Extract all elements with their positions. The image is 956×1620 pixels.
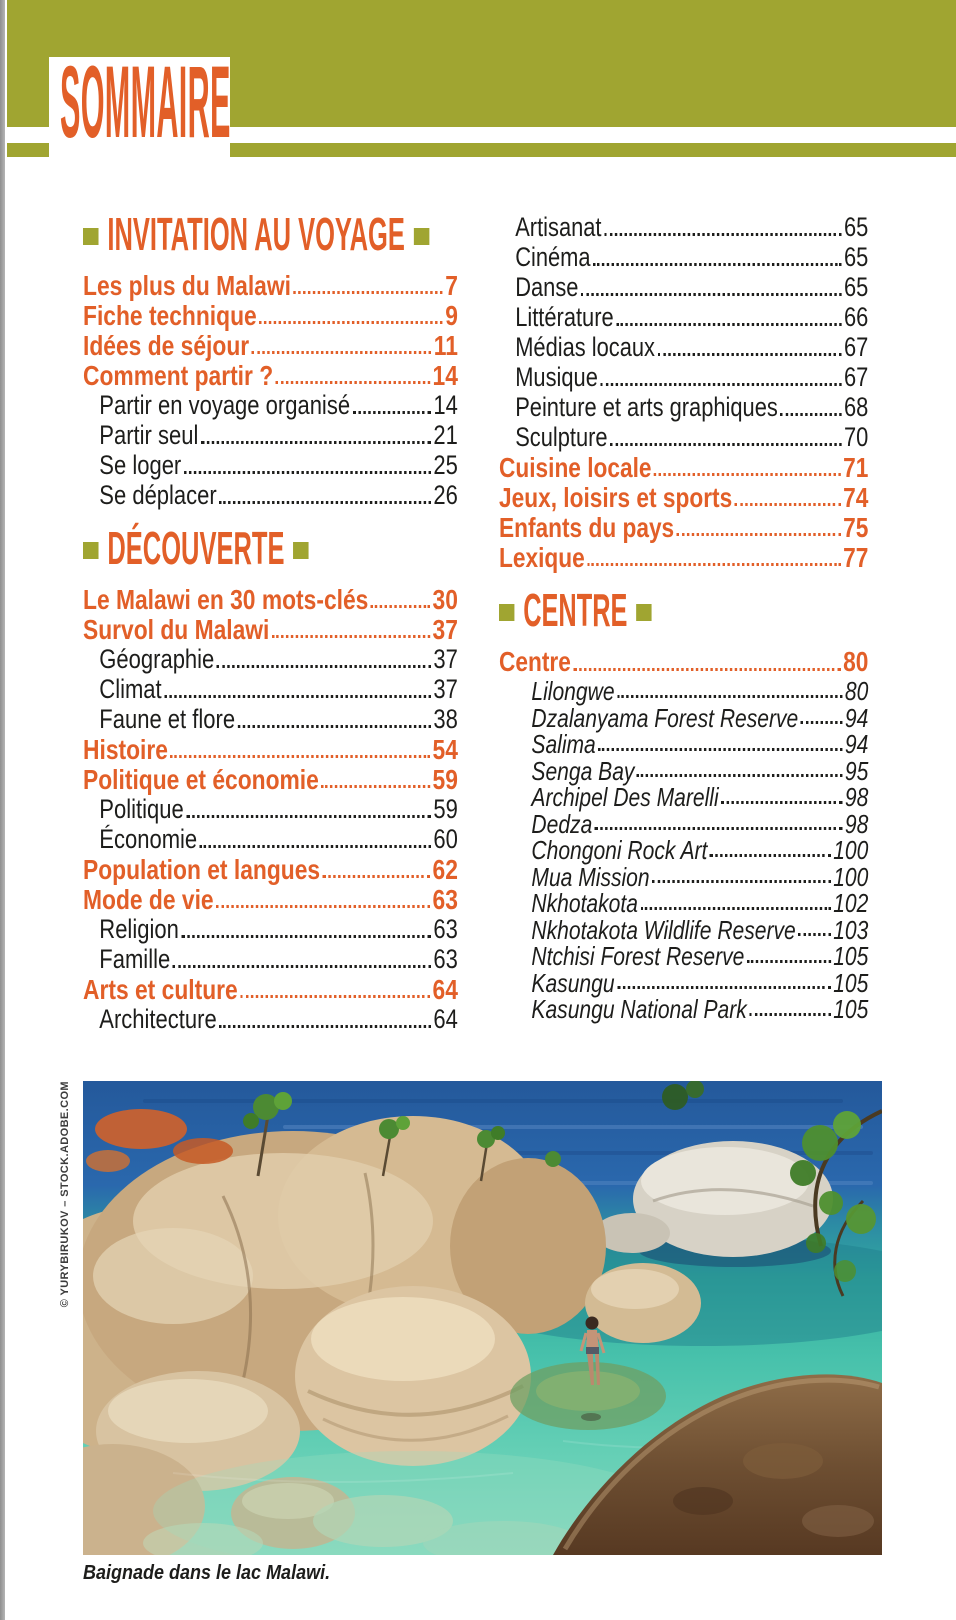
toc-entry[interactable] [83,450,458,480]
toc-entry[interactable] [83,614,458,644]
toc-entry[interactable] [499,242,868,272]
entry-page-number: 67 [844,362,869,392]
photo-credit: © YURYBIRUKOV – STOCK.ADOBE.COM [59,1081,71,1308]
toc-entry[interactable] [499,422,868,452]
entry-label: Idées de séjour [83,330,250,361]
toc-entry[interactable] [83,734,458,764]
entry-page-number: 62 [432,854,458,885]
olive-square-icon [414,228,430,245]
entry-label: Mode de vie [83,884,214,915]
entry-page-number: 65 [844,272,869,302]
olive-square-icon [83,228,99,245]
entry-label: Géographie [99,644,215,674]
dot-leader [217,665,431,668]
entry-label: Architecture [99,1004,217,1034]
lake-malawi-photo-art [83,1081,882,1555]
entry-page-number: 103 [833,914,869,945]
entry-page-number: 68 [844,392,869,422]
entry-page-number: 14 [432,360,458,391]
olive-square-icon [499,604,514,621]
toc-entry[interactable] [83,674,458,704]
entry-page-number: 64 [432,974,458,1005]
page-title: SOMMAIRE [60,45,231,159]
entry-label: Famille [99,944,171,974]
toc-left-column [83,208,458,1034]
entry-label: Politique et économie [83,764,319,795]
entry-label: Artisanat [515,212,602,242]
toc-entry[interactable] [83,824,458,854]
entry-label: Enfants du pays [499,512,675,543]
toc-entry[interactable] [83,764,458,794]
dot-leader [616,323,841,326]
dot-leader [276,381,430,384]
dot-leader [164,695,431,698]
entry-page-number: 63 [432,884,458,915]
dot-leader [581,293,842,296]
entry-page-number: 67 [844,332,869,362]
entry-page-number: 71 [843,452,869,483]
dot-leader [637,774,843,777]
photo-caption: Baignade dans le lac Malawi. [83,1562,331,1584]
toc-entry[interactable] [499,212,868,242]
dot-leader [617,986,831,989]
entry-label: Centre [499,646,571,677]
entry-page-number: 25 [433,450,458,480]
toc-entry[interactable] [499,482,868,512]
dot-leader [293,291,442,294]
entry-label: Se loger [99,450,182,480]
entry-label: Musique [515,362,598,392]
entry-label: Politique [99,794,184,824]
entry-label: Faune et flore [99,704,236,734]
dot-leader [640,907,830,910]
entry-label: Les plus du Malawi [83,270,291,301]
entry-page-number: 21 [433,420,458,450]
dot-leader [181,935,431,938]
entry-page-number: 30 [432,584,458,615]
dot-leader [259,321,443,324]
dot-leader [710,854,831,857]
entry-page-number: 94 [844,702,869,733]
entry-label: Cuisine locale [499,452,652,483]
toc-entry[interactable] [83,360,458,390]
dot-leader [657,353,841,356]
entry-label: Kasungu [531,967,615,998]
toc-section [83,522,458,1034]
dot-leader [604,233,842,236]
entry-label: Population et langues [83,854,321,885]
entry-label: Mua Mission [531,861,650,892]
dot-leader [798,933,831,936]
entry-label: Lexique [499,542,585,573]
entry-page-number: 64 [433,1004,458,1034]
dot-leader [747,960,831,963]
entry-label: Dzalanyama Forest Reserve [531,702,799,733]
toc-entry[interactable] [499,888,869,918]
toc-entry[interactable] [499,994,869,1024]
toc-entry[interactable] [83,584,458,614]
section-heading [83,208,405,260]
dot-leader [749,1013,831,1016]
lake-malawi-photo [83,1081,882,1555]
entry-label: Se déplacer [99,480,217,510]
dot-leader [252,351,432,354]
entry-page-number: 14 [433,390,458,420]
dot-leader [600,383,841,386]
toc-entry[interactable] [499,941,869,971]
entry-label: Économie [99,824,198,854]
toc-entry[interactable] [83,914,458,944]
toc-entry[interactable] [83,270,458,300]
toc-entry[interactable] [83,420,458,450]
toc-section [83,208,458,510]
page-edge-strip [0,0,5,1620]
toc-entry[interactable] [499,646,868,676]
dot-leader [587,563,841,566]
dot-leader [595,827,843,830]
toc-entry[interactable] [83,794,458,824]
dot-leader [200,845,431,848]
dot-leader [201,441,431,444]
entry-page-number: 70 [844,422,869,452]
dot-leader [593,263,842,266]
toc-entry[interactable] [499,272,868,302]
entry-label: Dedza [531,808,593,839]
toc-entry[interactable] [83,330,458,360]
entry-page-number: 105 [833,967,869,998]
entry-page-number: 75 [843,512,869,543]
section-heading [83,522,338,574]
toc-entry[interactable] [499,452,868,482]
toc-entry[interactable] [499,676,869,706]
toc-entry[interactable] [499,755,869,786]
toc-entry[interactable] [83,974,458,1004]
toc-section [499,584,869,1024]
dot-leader [598,748,842,751]
entry-label: Chongoni Rock Art [531,835,708,865]
toc-entry[interactable] [83,944,458,974]
dot-leader [654,473,841,476]
dot-leader [219,1025,431,1028]
entry-label: Archipel Des Marelli [531,782,719,812]
dot-leader [170,755,430,758]
entry-page-number: 54 [432,734,458,765]
entry-page-number: 11 [433,330,458,361]
dot-leader [186,815,431,818]
toc-entry[interactable] [499,332,868,362]
entry-label: Partir seul [99,420,199,450]
entry-label: Nkhotakota Wildlife Reserve [531,914,796,945]
entry-page-number: 105 [833,994,869,1024]
entry-page-number: 95 [844,755,869,786]
entry-page-number: 77 [843,542,869,573]
section-heading [499,584,750,636]
toc-entry[interactable] [499,835,869,865]
entry-label: Ntchisi Forest Reserve [531,941,745,971]
entry-label: Salima [531,729,596,759]
entry-page-number: 63 [433,944,458,974]
toc-entry[interactable] [499,542,868,572]
toc-entry[interactable] [83,1004,458,1034]
entry-label: Nkhotakota [531,888,638,918]
toc-entry[interactable] [83,300,458,330]
entry-page-number: 80 [844,676,869,706]
entry-label: Survol du Malawi [83,614,270,645]
entry-page-number: 100 [833,835,869,865]
entry-label: Climat [99,674,162,704]
entry-label: Fiche technique [83,300,257,331]
entry-label: Cinéma [515,242,591,272]
dot-leader [184,471,431,474]
entry-page-number: 94 [844,729,869,759]
entry-page-number: 66 [844,302,869,332]
dot-leader [216,905,430,908]
entry-page-number: 102 [833,888,869,918]
toc-entry[interactable] [499,914,869,945]
entry-page-number: 26 [433,480,458,510]
toc-entry[interactable] [83,644,458,674]
section-title: INVITATION AU VOYAGE [107,208,405,260]
olive-square-icon [636,604,651,621]
toc-entry[interactable] [83,480,458,510]
entry-label: Lilongwe [531,676,615,706]
entry-label: Kasungu National Park [531,994,747,1024]
dot-leader [323,875,431,878]
entry-label: Le Malawi en 30 mots-clés [83,584,369,615]
toc-entry[interactable] [499,782,869,812]
entry-page-number: 65 [844,212,869,242]
toc-entry[interactable] [499,362,868,392]
entry-label: Médias locaux [515,332,656,362]
entry-page-number: 38 [433,704,458,734]
entry-label: Partir en voyage organisé [99,390,351,420]
entry-page-number: 37 [432,614,458,645]
olive-square-icon [293,542,309,559]
toc-entry[interactable] [83,884,458,914]
dot-leader [321,785,430,788]
toc-right-column [499,212,869,1024]
toc-entry[interactable] [499,702,869,733]
entry-label: Peinture et arts graphiques [515,392,778,422]
section-title: CENTRE [523,584,628,636]
entry-page-number: 37 [433,674,458,704]
toc-entry[interactable] [83,704,458,734]
entry-label: Senga Bay [531,755,635,786]
toc-section [499,212,868,572]
olive-square-icon [83,542,99,559]
entry-page-number: 98 [844,808,869,839]
dot-leader [173,965,431,968]
entry-page-number: 9 [445,300,458,331]
dot-leader [801,721,843,724]
entry-page-number: 74 [843,482,869,513]
title-box [49,45,231,159]
entry-page-number: 59 [433,794,458,824]
toc-entry[interactable] [499,302,868,332]
entry-page-number: 100 [833,861,869,892]
toc-entry[interactable] [499,512,868,542]
entry-label: Arts et culture [83,974,238,1005]
dot-leader [353,411,431,414]
entry-label: Religion [99,914,179,944]
dot-leader [721,801,842,804]
entry-label: Littérature [515,302,614,332]
entry-page-number: 7 [445,270,458,301]
entry-label: Jeux, loisirs et sports [499,482,733,513]
dot-leader [371,605,430,608]
entry-page-number: 98 [844,782,869,812]
dot-leader [617,695,843,698]
dot-leader [610,443,842,446]
entry-page-number: 80 [843,646,869,677]
entry-label: Sculpture [515,422,608,452]
entry-label: Histoire [83,734,168,765]
toc-entry[interactable] [83,390,458,420]
entry-page-number: 63 [433,914,458,944]
dot-leader [735,503,841,506]
toc-entry[interactable] [83,854,458,884]
dot-leader [238,725,431,728]
entry-page-number: 59 [432,764,458,795]
entry-label: Danse [515,272,579,302]
dot-leader [219,501,431,504]
entry-label: Comment partir ? [83,360,274,391]
dot-leader [240,995,430,998]
entry-page-number: 60 [433,824,458,854]
entry-page-number: 37 [433,644,458,674]
dot-leader [780,413,841,416]
dot-leader [677,533,841,536]
entry-page-number: 65 [844,242,869,272]
entry-page-number: 105 [833,941,869,971]
dot-leader [652,880,831,883]
dot-leader [272,635,430,638]
toc-entry[interactable] [499,392,868,422]
section-title: DÉCOUVERTE [107,522,285,574]
dot-leader [573,668,840,671]
